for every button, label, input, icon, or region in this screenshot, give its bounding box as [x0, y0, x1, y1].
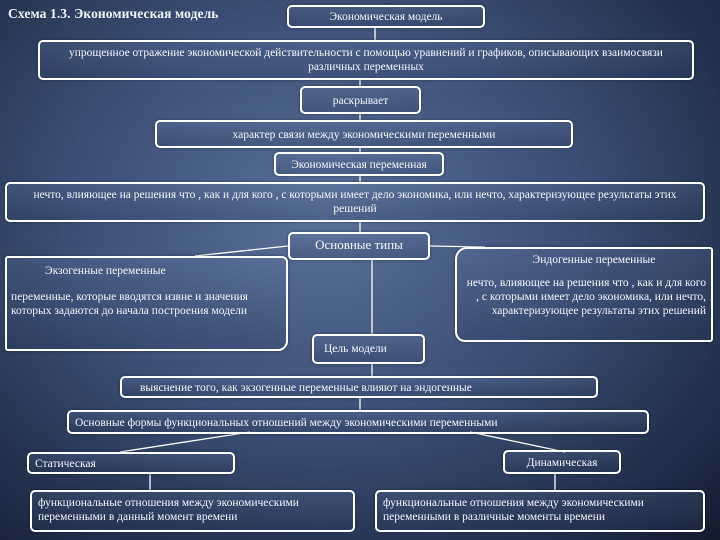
- static-definition-box: [30, 490, 355, 532]
- relation-character-box: [155, 120, 573, 148]
- static-label: Статическая: [35, 458, 96, 470]
- exogenous-box: [5, 256, 288, 351]
- main-types-box: [288, 232, 430, 260]
- variable-definition-text: нечто, влияющее на решения что , как и для кого , с которыми имеет дело экономика, или нечто, характеризующее результаты этих решений: [33, 189, 677, 215]
- relation-character-text: характер связи между экономическими переменными: [232, 129, 496, 141]
- reveals-box: [300, 86, 421, 114]
- goal-definition-text: выяснение того, как экзогенные переменные влияют на эндогенные: [140, 382, 472, 394]
- goal-definition-box: [120, 376, 598, 398]
- main-types-label: Основные типы: [315, 237, 403, 252]
- endogenous-definition: нечто, влияющее на решения что , как и для кого , с которыми имеет дело экономика, или нечто, характеризующее результаты этих решений: [466, 277, 706, 317]
- dynamic-box: [503, 450, 621, 474]
- economic-variable-label: Экономическая переменная: [291, 159, 427, 171]
- connector-forms-to-dynamic: [470, 432, 565, 452]
- dynamic-label: Динамическая: [526, 457, 598, 469]
- static-box: [27, 452, 235, 474]
- connector-types-to-exogenous: [195, 246, 288, 256]
- economic-variable-box: [274, 152, 444, 176]
- exogenous-title: Экзогенные переменные: [45, 265, 166, 277]
- economic-model-box: [287, 5, 485, 28]
- model-goal-box: [312, 334, 425, 364]
- functional-forms-text: Основные формы функциональных отношений между экономическими переменными: [75, 417, 498, 429]
- model-definition-text: упрощенное отражение экономической действительности с помощью уравнений и графиков, описывающих взаимосвязи различных переменных: [69, 47, 663, 73]
- endogenous-box: [455, 247, 713, 342]
- model-goal-label: Цель модели: [324, 343, 387, 355]
- connector-forms-to-static: [120, 432, 250, 452]
- dynamic-definition-text: функциональные отношения между экономическими переменными в различные моменты времени: [383, 497, 644, 523]
- economic-model-label: Экономическая модель: [329, 11, 443, 23]
- page-title: Схема 1.3. Экономическая модель: [8, 6, 219, 21]
- variable-definition-box: [5, 182, 705, 222]
- model-definition-box: [38, 40, 694, 80]
- endogenous-title: Эндогенные переменные: [532, 254, 656, 266]
- exogenous-definition: переменные, которые вводятся извне и значения которых задаются до начала построения модели: [11, 291, 248, 317]
- dynamic-definition-box: [375, 490, 705, 532]
- functional-forms-box: [67, 410, 649, 434]
- reveals-label: раскрывает: [332, 95, 389, 107]
- static-definition-text: функциональные отношения между экономическими переменными в данный момент времени: [38, 497, 299, 523]
